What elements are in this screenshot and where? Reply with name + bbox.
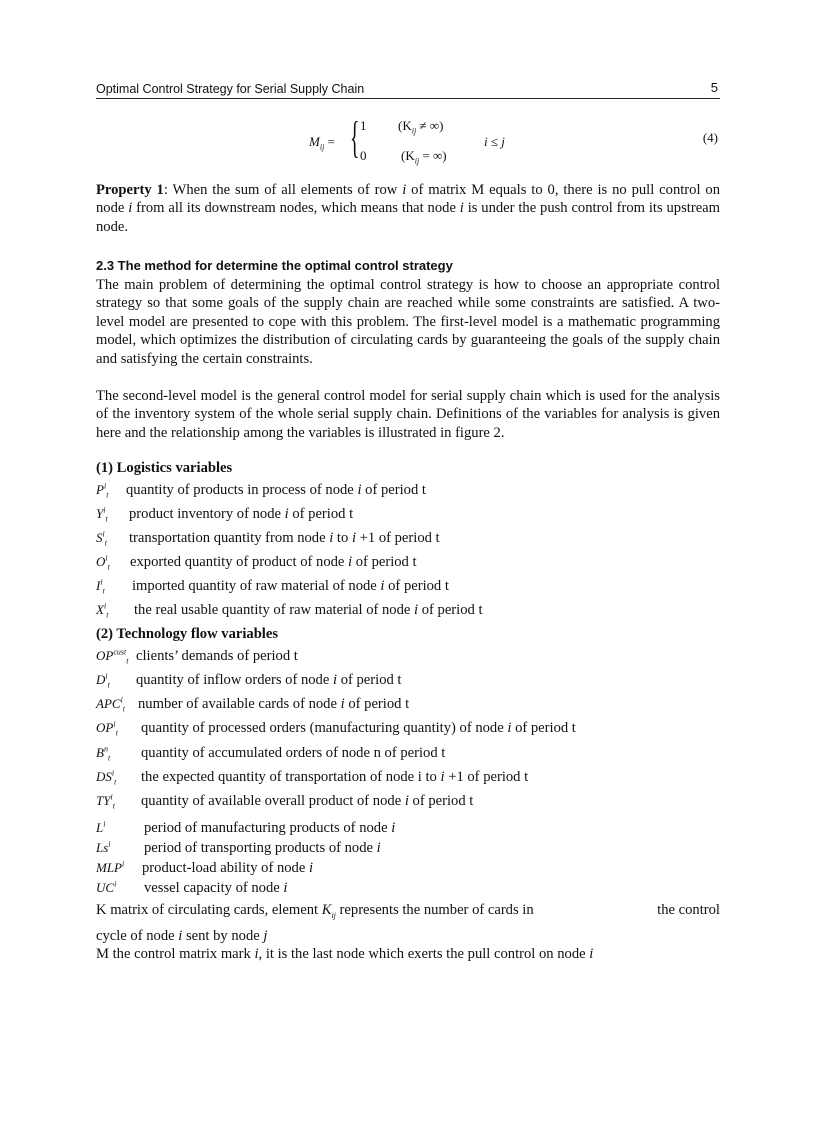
variable-symbol: $B^n_t$ [96, 744, 111, 763]
variable-symbol: $APC^i_t$ [96, 695, 126, 714]
variable-description: imported quantity of raw material of node i of period t [132, 578, 449, 594]
equation-4 [96, 114, 720, 170]
variable-symbol: $X^i_t$ [96, 601, 109, 620]
variable-row [96, 696, 720, 718]
variable-description: transportation quantity from node i to i +1 of period t [129, 530, 440, 546]
running-title: Optimal Control Strategy for Serial Supply Chain [96, 82, 365, 96]
page-number: 5 [710, 80, 718, 95]
variable-description: period of transporting products of node i [144, 840, 381, 856]
variable-description: product-load ability of node i [142, 860, 314, 876]
variable-symbol: $S^i_t$ [96, 529, 107, 548]
variable-symbol: $TY^i_t$ [96, 792, 115, 811]
variable-row [96, 648, 720, 670]
variable-row [96, 530, 720, 552]
variable-symbol: $OP^i_t$ [96, 719, 118, 738]
variable-symbol: $OP^{cust}_t$ [96, 647, 129, 666]
technology-heading: (2) Technology flow variables [96, 626, 279, 642]
variable-row [96, 578, 720, 600]
variable-row [96, 880, 720, 902]
equation-case2-condition: ($K_{ij}$ = ∞) [401, 148, 447, 166]
variable-symbol: MLP$^i$ [96, 859, 125, 875]
variable-row [96, 672, 720, 694]
variable-description: clients’ demands of period t [136, 648, 298, 664]
equation-brace: { [350, 113, 360, 162]
variable-description: quantity of inflow orders of node i of period t [136, 672, 402, 688]
k-matrix-definition: K matrix of circulating cards, element $K_{ij}$ represents the number of cards in the control [96, 902, 720, 920]
variable-symbol: $O^i_t$ [96, 553, 110, 572]
variable-symbol: $I^i_t$ [96, 577, 105, 596]
variable-symbol: $UC^i$ [96, 879, 117, 895]
variable-symbol: $DS^i_t$ [96, 768, 117, 787]
variable-row [96, 745, 720, 767]
logistics-heading: (1) Logistics variables [96, 460, 233, 476]
equation-case1-value: 1 [360, 118, 367, 133]
equation-domain: i ≤ j [484, 134, 505, 149]
variable-description: vessel capacity of node i [144, 880, 288, 896]
variable-row [96, 769, 720, 791]
section-heading: 2.3 The method for determine the optimal control strategy [96, 258, 453, 273]
variable-description: the expected quantity of transportation of node i to i +1 of period t [141, 769, 529, 785]
variable-row [96, 860, 720, 882]
variable-row [96, 720, 720, 742]
running-header [96, 80, 720, 99]
variable-description: the real usable quantity of raw material of node i of period t [134, 602, 483, 618]
equation-number: (4) [702, 130, 718, 145]
variable-symbol: $Y^i_t$ [96, 505, 108, 524]
variable-description: product inventory of node i of period t [129, 506, 354, 522]
variable-symbol: Ls$^i$ [96, 839, 111, 855]
variable-row [96, 820, 720, 842]
variable-symbol: $L^i$ [96, 819, 106, 835]
variable-description: exported quantity of product of node i of period t [130, 554, 417, 570]
m-matrix-definition: M the control matrix mark i, it is the last node which exerts the pull control on node i [96, 946, 594, 962]
property-1-paragraph: Property 1: When the sum of all elements of row i of matrix M equals to 0, there is no pull control on node i from all its downstream nodes, which means that node i is under the push control from its upstream node. [96, 182, 721, 235]
variable-row [96, 602, 720, 624]
equation-case2-value: 0 [360, 148, 367, 163]
variable-row [96, 506, 720, 528]
variable-row [96, 793, 720, 815]
equation-case1-condition: ($K_{ij}$ ≠ ∞) [398, 118, 444, 136]
paragraph-second-level: The second-level model is the general control model for serial supply chain which is used for the analysis of the inventory system of the whole serial supply chain. Definitions of the variables for analysis is given here and the relationship among the variables is illustrated in figure 2. [96, 388, 720, 441]
variable-description: period of manufacturing products of node i [144, 820, 396, 836]
variable-description: quantity of accumulated orders of node n of period t [141, 745, 446, 761]
variable-symbol: $D^i_t$ [96, 671, 110, 690]
equation-lhs: $M_{ij}$ = [309, 134, 335, 152]
variable-description: quantity of products in process of node i of period t [126, 482, 426, 498]
variable-row [96, 840, 720, 862]
paragraph-main-problem: The main problem of determining the optimal control strategy is how to choose an appropriate control strategy so that some goals of the supply chain are reached while some constraints are satisfied. A two-level model are presented to cope with this problem. The first-level model is a mathematic programming model, which optimizes the distribution of circulating cards by guaranteeing the goals of the supply chain and satisfying the certain constraints. [96, 277, 720, 367]
variable-row [96, 482, 720, 504]
variable-description: quantity of available overall product of node i of period t [141, 793, 474, 809]
variable-symbol: $P^i_t$ [96, 481, 109, 500]
k-matrix-definition-cont: cycle of node i sent by node j [96, 928, 268, 944]
variable-row [96, 554, 720, 576]
variable-description: number of available cards of node i of period t [138, 696, 410, 712]
variable-description: quantity of processed orders (manufacturing quantity) of node i of period t [141, 720, 576, 736]
property-label: Property 1 [96, 182, 164, 198]
